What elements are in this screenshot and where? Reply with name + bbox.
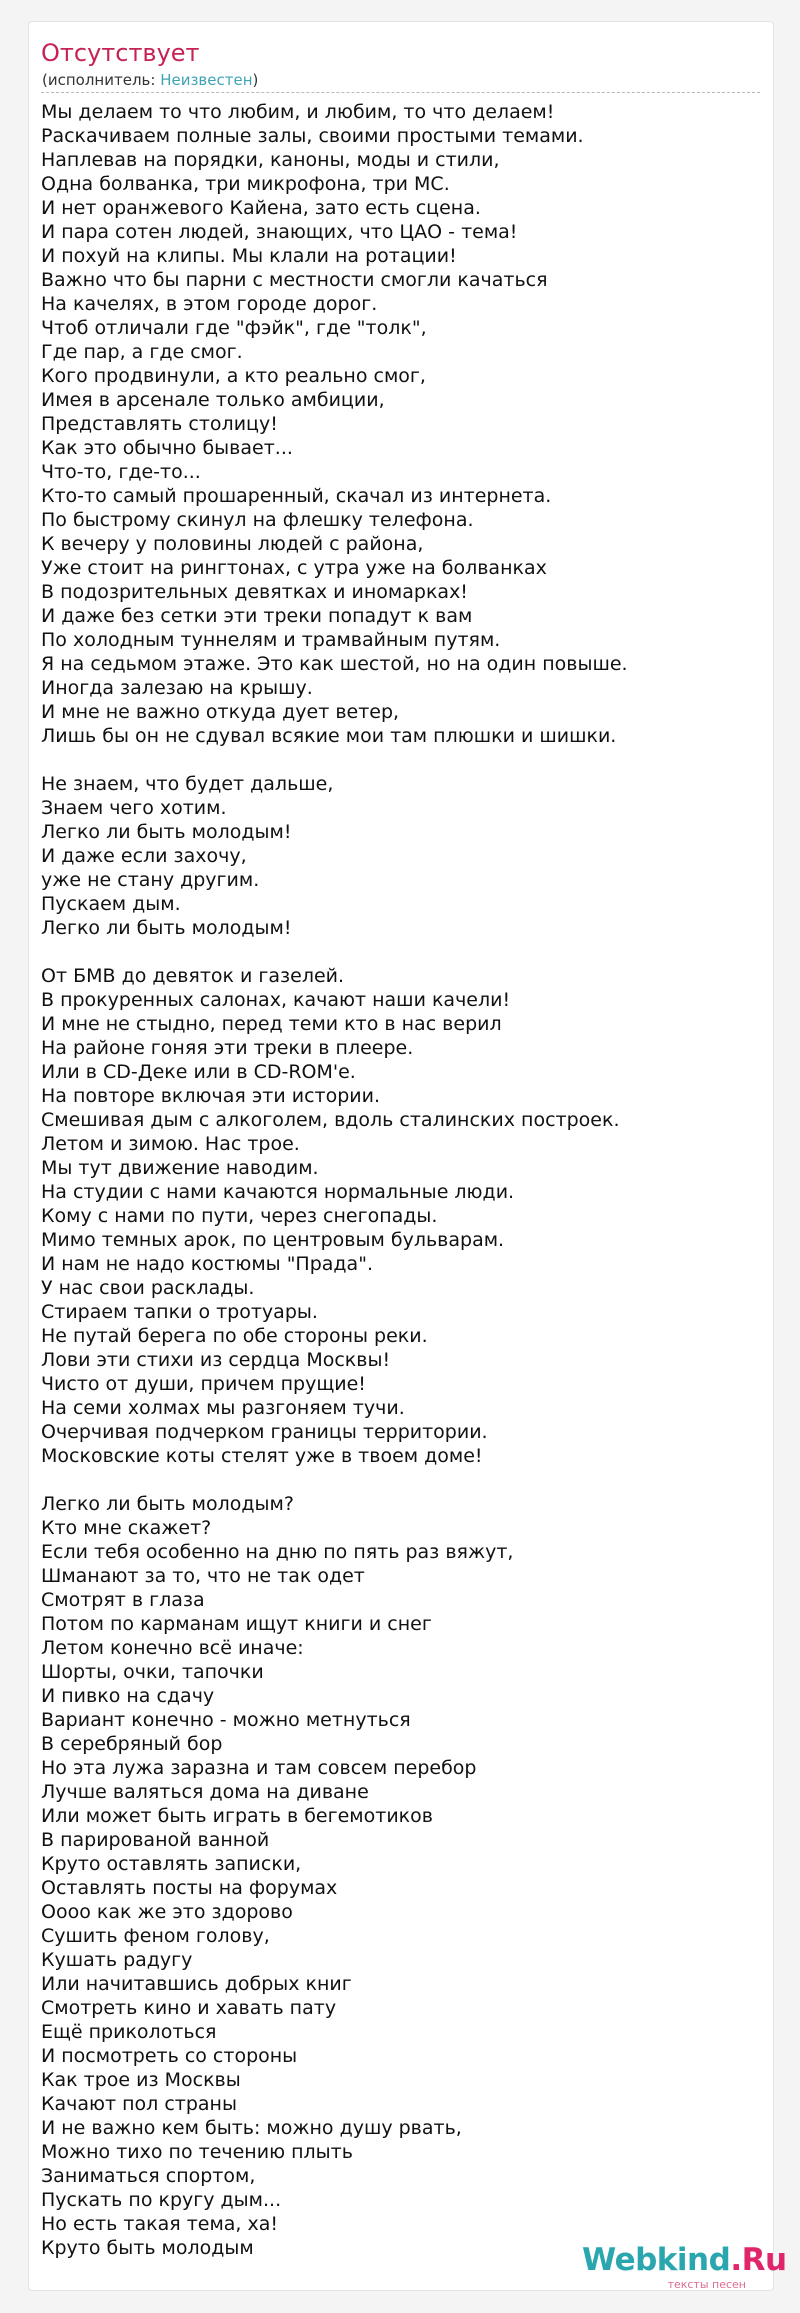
lyric-line: Вариант конечно - можно метнуться — [41, 1709, 411, 1731]
lyric-line: От БМВ до девяток и газелей. — [41, 965, 345, 987]
lyric-line: Кого продвинули, а кто реально смог, — [41, 365, 426, 387]
lyric-line: Не знаем, что будет дальше, — [41, 773, 334, 795]
lyric-line: И нет оранжевого Кайена, зато есть сцена. — [41, 197, 481, 219]
lyric-line: Очерчивая подчерком границы территории. — [41, 1421, 488, 1443]
lyric-line: Мы делаем то что любим, и любим, то что делаем! — [41, 101, 555, 123]
lyric-line: И нам не надо костюмы "Прада". — [41, 1253, 373, 1275]
lyric-line: У нас свои расклады. — [41, 1277, 255, 1299]
lyric-line: Или может быть играть в бегемотиков — [41, 1805, 433, 1827]
lyric-line: И мне не важно откуда дует ветер, — [41, 701, 400, 723]
lyric-line: Летом конечно всё иначе: — [41, 1637, 304, 1659]
artist-line — [42, 70, 258, 90]
lyric-line: Лучше валяться дома на диване — [41, 1781, 369, 1803]
lyric-line: Смешивая дым с алкоголем, вдоль сталинских построек. — [41, 1109, 620, 1131]
lyric-line: Шорты, очки, тапочки — [41, 1661, 264, 1683]
lyric-line: Где пар, а где смог. — [41, 341, 243, 363]
artist-suffix: ) — [252, 71, 259, 89]
lyric-line: Можно тихо по течению плыть — [41, 2141, 353, 2163]
lyric-line: Кто-то самый прошаренный, скачал из интернета. — [41, 485, 552, 507]
lyric-line: Стираем тапки о тротуары. — [41, 1301, 318, 1323]
lyric-line: Пускать по кругу дым... — [41, 2189, 282, 2211]
lyric-line: Как трое из Москвы — [41, 2069, 241, 2091]
lyric-line: И мне не стыдно, перед теми кто в нас верил — [41, 1013, 502, 1035]
lyric-line: Наплевав на порядки, каноны, моды и стили, — [41, 149, 500, 171]
lyric-line: Потом по карманам ищут книги и снег — [41, 1613, 432, 1635]
lyric-line: И не важно кем быть: можно душу рвать, — [41, 2117, 462, 2139]
lyric-line: Кому с нами по пути, через снегопады. — [41, 1205, 438, 1227]
lyric-line: На студии с нами качаются нормальные люди. — [41, 1181, 515, 1203]
stanza-break — [41, 1468, 761, 1492]
lyric-line: Легко ли быть молодым! — [41, 821, 292, 843]
logo-brand-tld: .Ru — [730, 2242, 787, 2278]
lyric-line: Чтоб отличали где "фэйк", где "толк", — [41, 317, 427, 339]
lyric-line: Я на седьмом этаже. Это как шестой, но на один повыше. — [41, 653, 628, 675]
lyric-line: В парированой ванной — [41, 1829, 270, 1851]
lyric-line: По быстрому скинул на флешку телефона. — [41, 509, 474, 531]
lyric-line: Если тебя особенно на дню по пять раз вяжут, — [41, 1541, 514, 1563]
lyric-line: Представлять столицу! — [41, 413, 278, 435]
lyric-line: Пускаем дым. — [41, 893, 181, 915]
lyric-line: К вечеру у половины людей с района, — [41, 533, 424, 555]
lyric-line: Лишь бы он не сдувал всякие мои там плюшки и шишки. — [41, 725, 617, 747]
logo-tagline: тексты песен — [667, 2278, 746, 2291]
lyric-line: Знаем чего хотим. — [41, 797, 227, 819]
lyric-line: На повторе включая эти истории. — [41, 1085, 381, 1107]
lyric-line: По холодным туннелям и трамвайным путям. — [41, 629, 501, 651]
lyric-line: Иногда залезаю на крышу. — [41, 677, 313, 699]
lyric-line: Или начитавшись добрых книг — [41, 1973, 352, 1995]
lyric-line: И посмотреть со стороны — [41, 2045, 298, 2067]
lyric-line: Московские коты стелят уже в твоем доме! — [41, 1445, 483, 1467]
lyric-line: Качают пол страны — [41, 2093, 237, 2115]
lyric-line: Смотреть кино и хавать пату — [41, 1997, 337, 2019]
lyric-line: Оооо как же это здорово — [41, 1901, 293, 1923]
logo-brand-main: Webkind — [582, 2242, 731, 2278]
artist-prefix: (исполнитель: — [42, 71, 161, 89]
lyric-line: Важно что бы парни с местности смогли качаться — [41, 269, 548, 291]
lyric-line: И даже если захочу, — [41, 845, 247, 867]
lyric-line: И даже без сетки эти треки попадут к вам — [41, 605, 473, 627]
lyric-line: В серебряный бор — [41, 1733, 223, 1755]
lyric-line: Заниматься спортом, — [41, 2165, 256, 2187]
lyric-line: Но есть такая тема, ха! — [41, 2213, 279, 2235]
lyric-line: И пивко на сдачу — [41, 1685, 215, 1707]
lyric-line: Кушать радугу — [41, 1949, 193, 1971]
stanza-break — [41, 940, 761, 964]
lyric-line: В подозрительных девятках и иномарках! — [41, 581, 468, 603]
lyric-line: Чисто от души, причем прущие! — [41, 1373, 366, 1395]
lyric-line: Легко ли быть молодым? — [41, 1493, 294, 1515]
lyric-line: На качелях, в этом городе дорог. — [41, 293, 378, 315]
lyric-line: Легко ли быть молодым! — [41, 917, 292, 939]
lyric-line: Но эта лужа заразна и там совсем перебор — [41, 1757, 477, 1779]
artist-link[interactable]: Неизвестен — [160, 71, 253, 89]
lyric-line: Как это обычно бывает... — [41, 437, 293, 459]
song-title: Отсутствует — [41, 39, 200, 67]
lyric-line: Мы тут движение наводим. — [41, 1157, 319, 1179]
lyric-line: Круто оставлять записки, — [41, 1853, 302, 1875]
lyric-line: Одна болванка, три микрофона, три МС. — [41, 173, 450, 195]
lyric-line: Ещё приколоться — [41, 2021, 217, 2043]
webkind-logo[interactable] — [582, 2240, 787, 2298]
lyric-line: Оставлять посты на форумах — [41, 1877, 338, 1899]
lyric-line: Имея в арсенале только амбиции, — [41, 389, 385, 411]
lyric-line: Что-то, где-то... — [41, 461, 201, 483]
lyric-line: Или в CD-Деке или в CD-ROM'е. — [41, 1061, 356, 1083]
lyric-line: Смотрят в глаза — [41, 1589, 205, 1611]
lyrics-body — [41, 100, 761, 2260]
lyric-line: Уже стоит на рингтонах, с утра уже на болванках — [41, 557, 547, 579]
lyric-line: И пара сотен людей, знающих, что ЦАО - тема! — [41, 221, 518, 243]
lyric-line: Мимо темных арок, по центровым бульварам. — [41, 1229, 505, 1251]
lyric-line: Раскачиваем полные залы, своими простыми темами. — [41, 125, 584, 147]
lyric-line: Кто мне скажет? — [41, 1517, 212, 1539]
header-divider — [41, 92, 760, 93]
lyric-line: В прокуренных салонах, качают наши качели! — [41, 989, 511, 1011]
lyric-line: И похуй на клипы. Мы клали на ротации! — [41, 245, 457, 267]
lyric-line: Шманают за то, что не так одет — [41, 1565, 365, 1587]
lyric-line: уже не стану другим. — [41, 869, 260, 891]
lyric-line: Сушить феном голову, — [41, 1925, 270, 1947]
lyric-line: На районе гоняя эти треки в плеере. — [41, 1037, 414, 1059]
lyric-line: Летом и зимою. Нас трое. — [41, 1133, 300, 1155]
lyric-line: Не путай берега по обе стороны реки. — [41, 1325, 428, 1347]
lyric-line: На семи холмах мы разгоняем тучи. — [41, 1397, 405, 1419]
logo-wordmark — [582, 2240, 787, 2280]
lyric-line: Лови эти стихи из сердца Москвы! — [41, 1349, 391, 1371]
stanza-break — [41, 748, 761, 772]
lyric-line: Круто быть молодым — [41, 2237, 254, 2259]
